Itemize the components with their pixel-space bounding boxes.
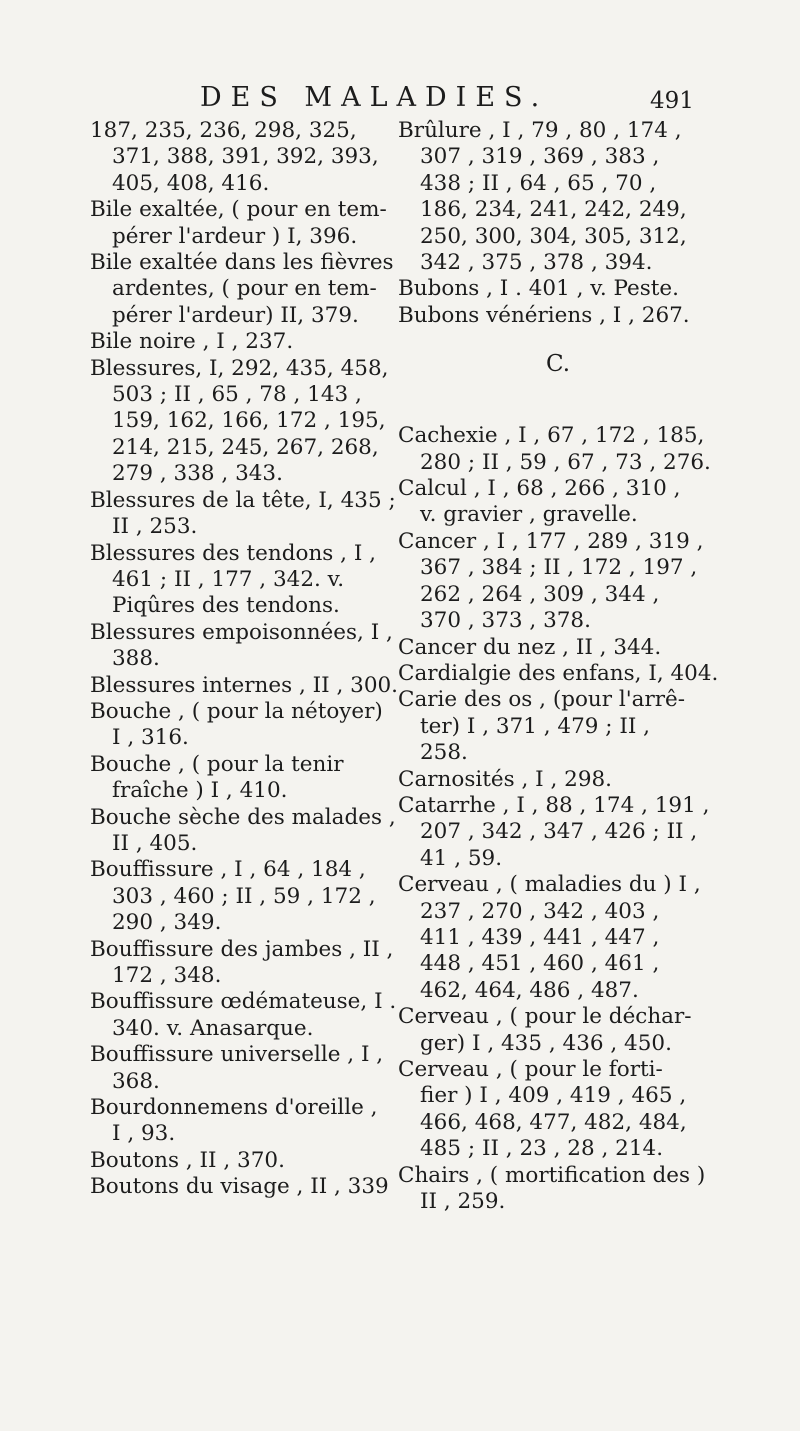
index-entry — [90, 118, 390, 197]
entry-continuation: I , 93. — [112, 1121, 176, 1147]
entry-continuation: 370 , 373 , 378. — [420, 608, 591, 634]
index-entry — [398, 303, 718, 329]
entry-continuation: pérer l'ardeur) II, 379. — [112, 302, 359, 328]
entry-headline: Bouche sèche des malades , — [90, 804, 396, 830]
entry-continuation: 250, 300, 304, 305, 312, — [420, 223, 687, 249]
index-entry — [398, 529, 718, 635]
index-entry — [398, 687, 718, 766]
index-entry — [90, 487, 396, 541]
index-entry — [90, 250, 394, 329]
index-entry — [398, 635, 718, 661]
entry-headline: Bile exaltée dans les fièvres — [90, 250, 394, 276]
entry-headline: Blessures internes , II , 300. — [90, 672, 399, 698]
index-entry — [398, 118, 718, 276]
index-entry — [398, 1057, 718, 1163]
entry-headline: Cachexie , I , 67 , 172 , 185, — [398, 423, 705, 449]
entry-continuation: 411 , 439 , 441 , 447 , — [420, 924, 660, 950]
index-entry — [90, 752, 390, 805]
entry-headline: Bourdonnemens d'oreille , — [90, 1095, 378, 1121]
entry-continuation: II , 253. — [112, 514, 198, 540]
index-entry — [90, 989, 397, 1042]
entry-continuation: 388. — [112, 646, 160, 672]
index-entry — [90, 804, 396, 858]
entry-headline: Carie des os , (pour l'arrê- — [398, 687, 686, 713]
entry-continuation: ardentes, ( pour en tem- — [112, 276, 377, 302]
entry-headline: Cerveau , ( maladies du ) I , — [398, 872, 701, 898]
entry-continuation: 503 ; II , 65 , 78 , 143 , — [112, 382, 362, 408]
index-entry — [398, 423, 718, 476]
index-entry — [90, 197, 390, 250]
entry-continuation: fraîche ) I , 410. — [112, 778, 288, 804]
right-column — [398, 118, 718, 1215]
entry-continuation: 438 ; II , 64 , 65 , 70 , — [420, 170, 657, 196]
entry-headline: Blessures des tendons , I , — [90, 540, 376, 566]
entry-headline: Bouche , ( pour la nétoyer) — [90, 698, 383, 724]
index-entry — [398, 1004, 718, 1057]
entry-headline: Bubons vénériens , I , 267. — [398, 302, 690, 328]
index-entry — [90, 1095, 390, 1148]
index-entry — [90, 329, 390, 355]
entry-continuation: 448 , 451 , 460 , 461 , — [420, 951, 660, 977]
entry-continuation: 466, 468, 477, 482, 484, — [420, 1109, 687, 1135]
entry-headline: Cancer du nez , II , 344. — [398, 634, 662, 660]
entry-continuation: 172 , 348. — [112, 963, 222, 988]
entry-headline: Bouche , ( pour la tenir — [90, 751, 344, 777]
index-entry — [90, 541, 390, 620]
entry-headline: Boutons du visage , II , 339 — [90, 1174, 389, 1200]
entry-headline: Bouffissure œdémateuse, I . — [90, 989, 397, 1015]
entry-continuation: 262 , 264 , 309 , 344 , — [420, 581, 660, 607]
entry-continuation: II , 405. — [112, 830, 198, 856]
entry-continuation: 237 , 270 , 342 , 403 , — [420, 898, 660, 924]
entry-headline: Cardialgie des enfans, I, 404. — [398, 660, 719, 686]
index-entry — [90, 1042, 390, 1095]
entry-continuation: 41 , 59. — [420, 845, 503, 871]
entry-continuation: 368. — [112, 1068, 160, 1094]
index-entry — [398, 476, 718, 529]
entry-continuation: 290 , 349. — [112, 910, 222, 936]
entry-continuation: 405, 408, 416. — [112, 170, 270, 196]
entry-headline: Cancer , I , 177 , 289 , 319 , — [398, 528, 704, 554]
entry-headline: Catarrhe , I , 88 , 174 , 191 , — [398, 792, 710, 818]
index-entry — [90, 936, 394, 990]
entry-headline: Blessures, I, 292, 435, 458, — [90, 355, 389, 381]
entry-headline: Bouffissure universelle , I , — [90, 1042, 384, 1068]
left-column — [90, 118, 399, 1201]
entry-continuation: 214, 215, 245, 267, 268, — [112, 434, 379, 460]
entry-continuation: 186, 234, 241, 242, 249, — [420, 197, 687, 223]
entry-headline: Bubons , I . 401 , v. Peste. — [398, 276, 679, 302]
index-entry — [398, 661, 718, 687]
index-entry — [398, 276, 718, 302]
entry-headline: Blessures empoisonnées, I , — [90, 619, 393, 645]
entry-continuation: ger) I , 435 , 436 , 450. — [420, 1030, 672, 1056]
index-entry — [398, 872, 718, 1004]
index-entry — [90, 857, 390, 936]
page-header — [0, 82, 800, 122]
index-entry — [90, 1148, 390, 1174]
entry-continuation: 279 , 338 , 343. — [112, 461, 283, 487]
entry-continuation: 461 ; II , 177 , 342. v. — [112, 566, 345, 592]
entry-continuation: 280 ; II , 59 , 67 , 73 , 276. — [420, 449, 711, 475]
entry-continuation: 367 , 384 ; II , 172 , 197 , — [420, 555, 698, 581]
entry-continuation: pérer l'ardeur ) I, 396. — [112, 223, 358, 249]
entry-continuation: II , 259. — [420, 1189, 506, 1215]
entry-headline: 187, 235, 236, 298, 325, — [90, 118, 357, 143]
right-column-bottom-entries — [398, 423, 718, 1215]
entry-continuation: 342 , 375 , 378 , 394. — [420, 250, 653, 276]
index-entry — [398, 1163, 718, 1216]
page-number: 491 — [650, 88, 694, 114]
entry-continuation: 485 ; II , 23 , 28 , 214. — [420, 1136, 664, 1162]
running-title: DES MALADIES. — [200, 82, 549, 113]
entry-continuation: 462, 464, 486 , 487. — [420, 977, 639, 1003]
index-entry — [398, 767, 718, 793]
index-entry — [90, 619, 393, 673]
entry-continuation: Piqûres des tendons. — [112, 593, 340, 619]
index-entry — [90, 699, 390, 752]
entry-headline: Calcul , I , 68 , 266 , 310 , — [398, 476, 681, 502]
entry-continuation: 258. — [420, 740, 468, 766]
entry-headline: Blessures de la tête, I, 435 ; — [90, 487, 396, 513]
index-entry — [90, 672, 399, 699]
index-entry — [90, 356, 390, 488]
entry-continuation: 371, 388, 391, 392, 393, — [112, 144, 379, 170]
entry-headline: Bile noire , I , 237. — [90, 329, 294, 355]
entry-continuation: v. gravier , gravelle. — [420, 502, 638, 528]
index-entry — [398, 793, 718, 872]
entry-headline: Boutons , II , 370. — [90, 1147, 285, 1173]
entry-headline: Bile exaltée, ( pour en tem- — [90, 197, 387, 223]
entry-continuation: 307 , 319 , 369 , 383 , — [420, 144, 660, 170]
entry-continuation: 303 , 460 ; II , 59 , 172 , — [112, 883, 376, 909]
entry-continuation: I , 316. — [112, 725, 189, 751]
right-column-top-entries — [398, 118, 718, 329]
entry-continuation: 207 , 342 , 347 , 426 ; II , — [420, 819, 698, 845]
entry-headline: Bouffissure , I , 64 , 184 , — [90, 857, 366, 883]
entry-headline: Brûlure , I , 79 , 80 , 174 , — [398, 118, 682, 143]
entry-headline: Bouffissure des jambes , II , — [90, 936, 394, 962]
entry-continuation: fier ) I , 409 , 419 , 465 , — [420, 1083, 687, 1109]
entry-headline: Cerveau , ( pour le déchar- — [398, 1004, 692, 1030]
entry-headline: Cerveau , ( pour le forti- — [398, 1057, 663, 1082]
entry-headline: Chairs , ( mortification des ) — [398, 1162, 706, 1188]
index-entry — [90, 1174, 390, 1200]
entry-continuation: 159, 162, 166, 172 , 195, — [112, 408, 386, 434]
entry-headline: Carnosités , I , 298. — [398, 766, 613, 792]
section-letter: C. — [545, 351, 571, 378]
entry-continuation: ter) I , 371 , 479 ; II , — [420, 713, 651, 739]
entry-continuation: 340. v. Anasarque. — [112, 1015, 314, 1041]
